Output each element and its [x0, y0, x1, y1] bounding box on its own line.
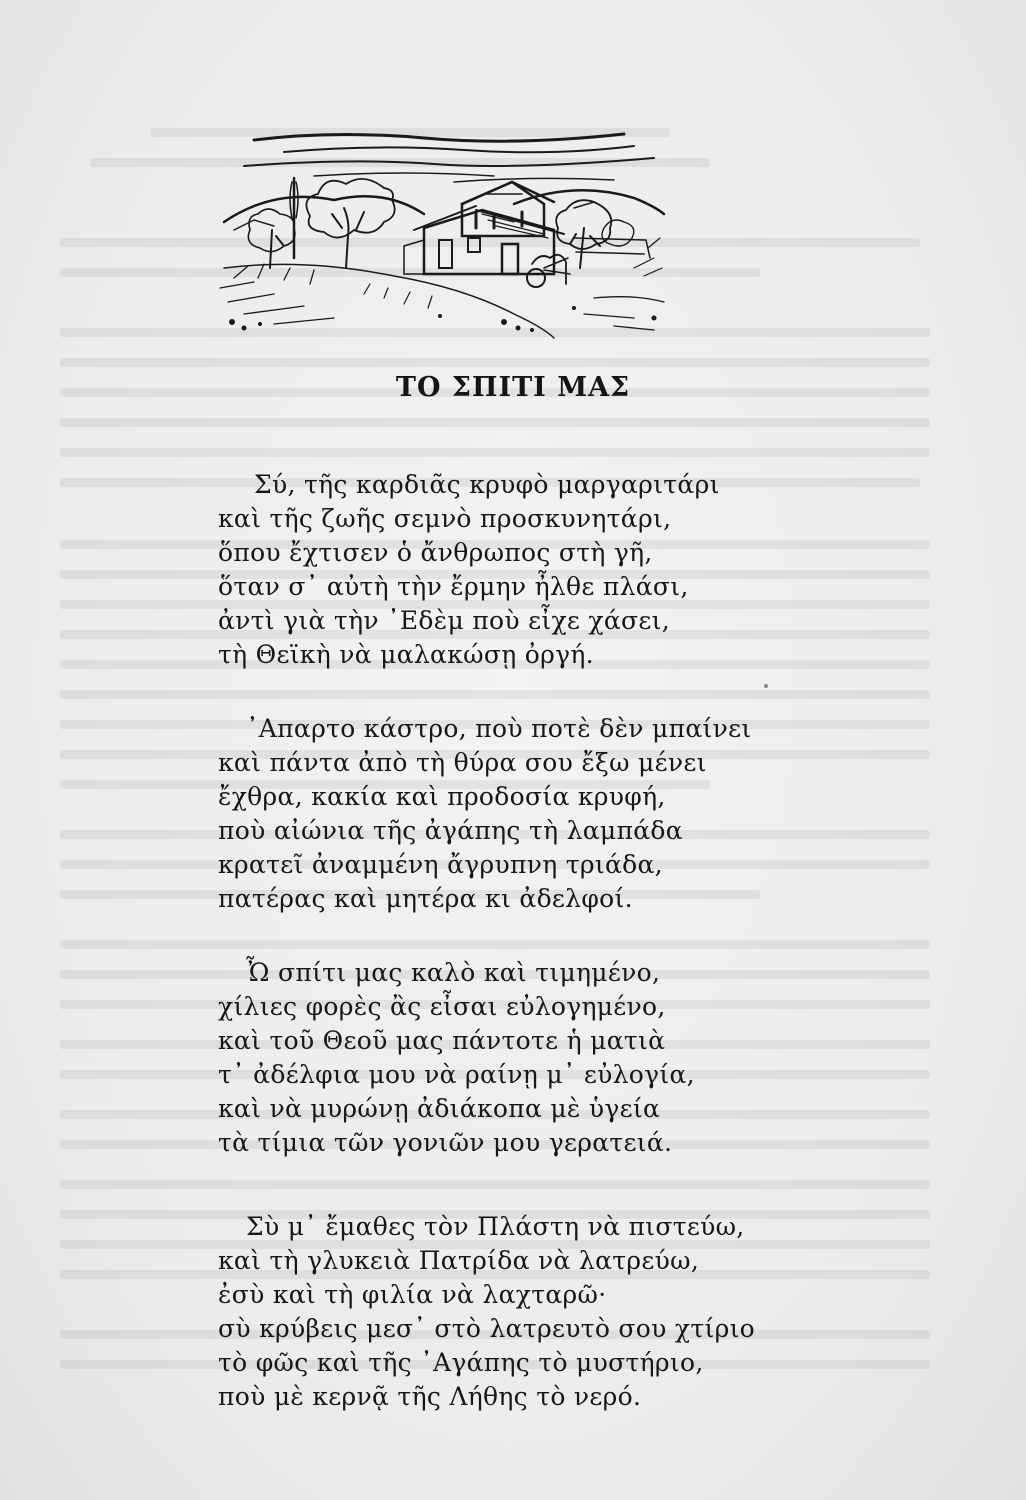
poem-line: ποὺ αἰώνια τῆς ἀγάπης τὴ λαμπάδα: [218, 816, 683, 845]
poem-line: τὸ φῶς καὶ τῆς ᾽Αγάπης τὸ μυστήριο,: [218, 1348, 704, 1377]
poem-line: καὶ πάντα ἀπὸ τὴ θύρα σου ἔξω μένει: [218, 748, 707, 777]
poem-line: ᾽Απαρτο κάστρο, ποὺ ποτὲ δὲν μπαίνει: [246, 714, 752, 743]
poem-line: σὺ κρύβεις μεσ᾽ στὸ λατρευτὸ σου χτίριο: [218, 1314, 756, 1343]
poem-line: ποὺ μὲ κερνᾷ τῆς Λήθης τὸ νερό.: [218, 1382, 642, 1411]
poem-title: ΤΟ ΣΠΙΤΙ ΜΑΣ: [395, 372, 631, 403]
poem-line: ἐσὺ καὶ τὴ φιλία νὰ λαχταρῶ·: [218, 1280, 607, 1309]
poem-line: καὶ τοῦ Θεοῦ μας πάντοτε ἡ ματιὰ: [218, 1026, 666, 1055]
poem-line: ὅταν σ᾽ αὐτὴ τὴν ἔρμην ἦλθε πλάσι,: [218, 572, 689, 601]
poem-line: Σὺ μ᾽ ἔμαθες τὸν Πλάστη νὰ πιστεύω,: [246, 1212, 745, 1241]
poem-line: καὶ τῆς ζωῆς σεμνὸ προσκυνητάρι,: [218, 504, 672, 533]
poem-line: καὶ νὰ μυρώνῃ ἀδιάκοπα μὲ ὑγεία: [218, 1094, 661, 1123]
poem-line: ἔχθρα, κακία καὶ προδοσία κρυφή,: [218, 782, 666, 811]
poem-line: χίλιες φορὲς ἂς εἶσαι εὐλογημένο,: [218, 992, 666, 1021]
paper-speck: [764, 684, 768, 688]
poem-line: πατέρας καὶ μητέρα κι ἀδελφοί.: [218, 884, 633, 913]
poem-line: Σύ, τῆς καρδιᾶς κρυφὸ μαργαριτάρι: [254, 470, 720, 499]
poem-line: ὅπου ἔχτισεν ὁ ἄνθρωπος στὴ γῆ,: [218, 538, 653, 567]
poem-line: καὶ τὴ γλυκειὰ Πατρίδα νὰ λατρεύω,: [218, 1246, 700, 1275]
poem-line: τὰ τίμια τῶν γονιῶν μου γερατειά.: [218, 1128, 673, 1157]
house-landscape-vignette-icon: [214, 118, 666, 340]
poem-line: τ᾽ ἀδέλφια μου νὰ ραίνῃ μ᾽ εὐλογία,: [218, 1060, 695, 1089]
poem-line: Ὦ σπίτι μας καλὸ καὶ τιμημένο,: [246, 958, 661, 987]
poem-line: τὴ Θεϊκὴ νὰ μαλακώσῃ ὀργή.: [218, 640, 594, 669]
poem-line: ἀντὶ γιὰ τὴν ᾽Εδὲμ ποὺ εἶχε χάσει,: [218, 606, 671, 635]
poem-line: κρατεῖ ἀναμμένη ἄγρυπνη τριάδα,: [218, 850, 663, 879]
